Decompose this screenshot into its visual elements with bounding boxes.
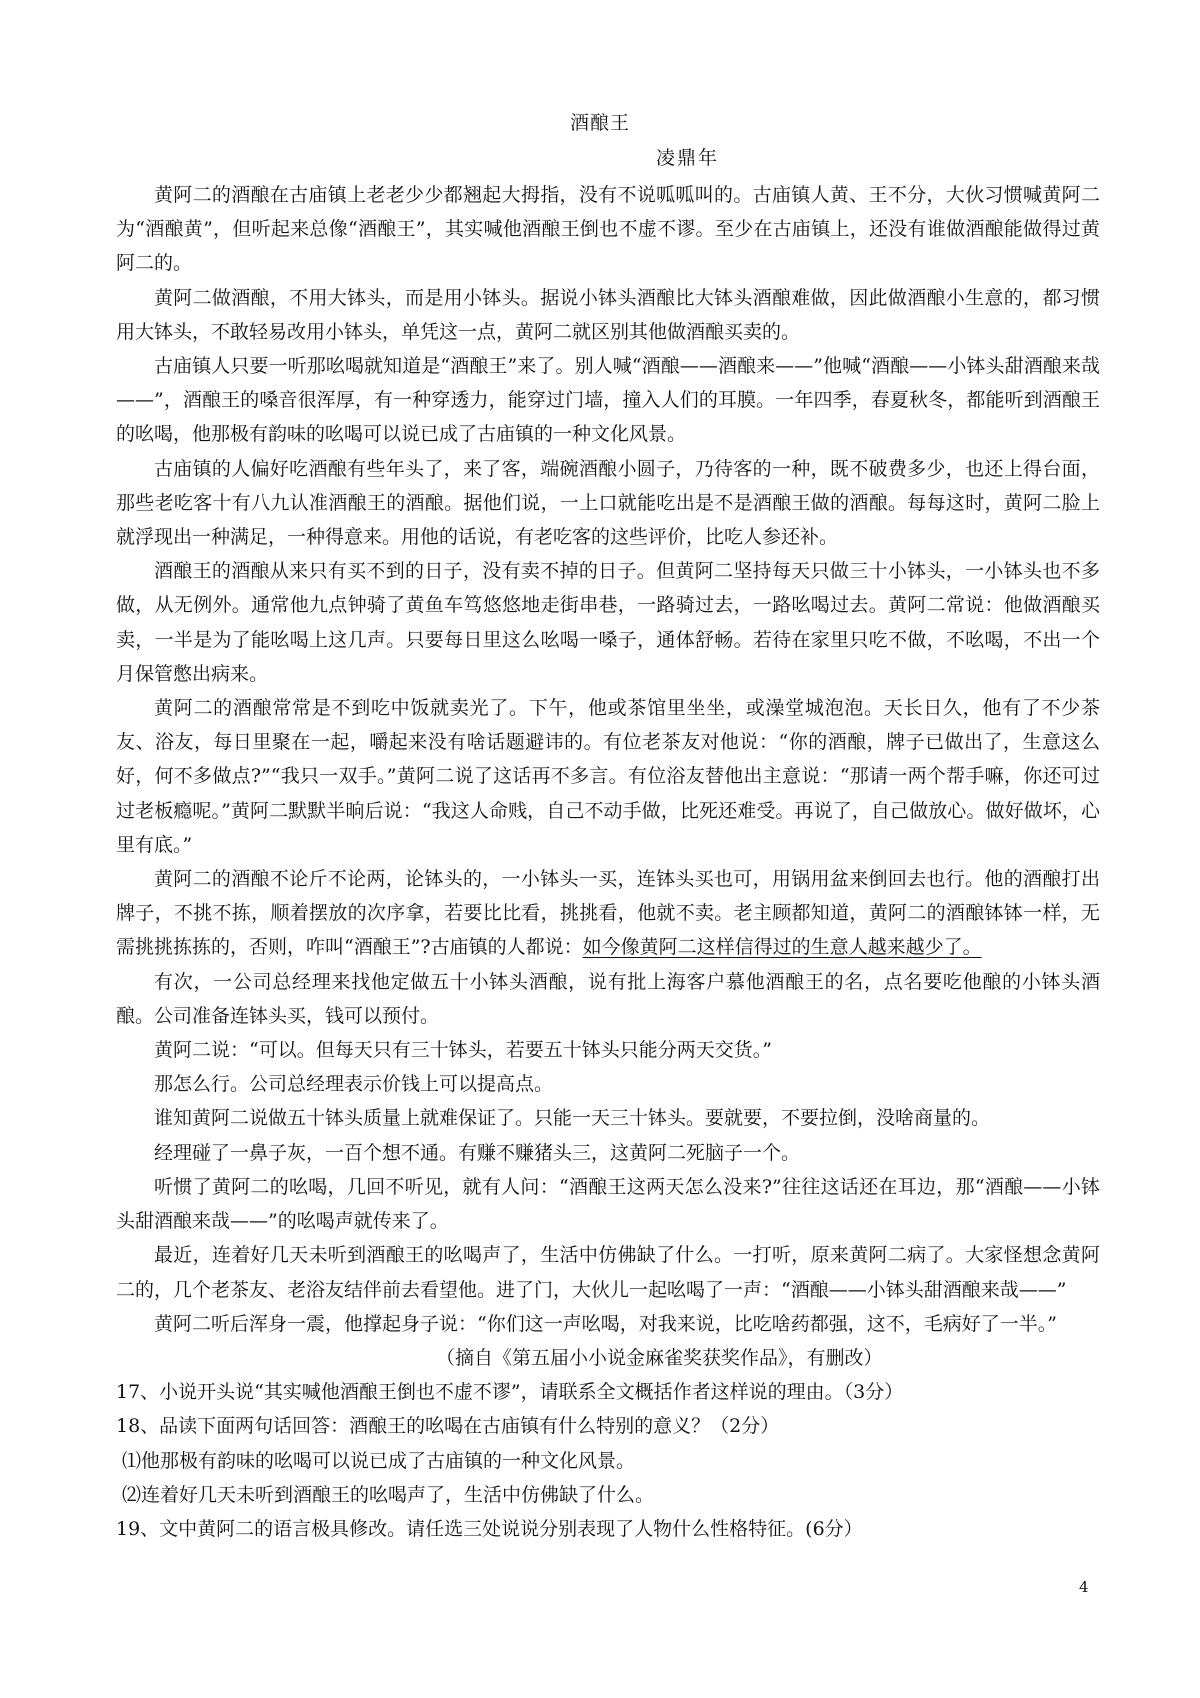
paragraph: 那怎么行。公司总经理表示价钱上可以提高点。 [154, 1073, 554, 1096]
story-title: 酒酿王 [569, 112, 630, 134]
paragraph: 黄阿二的酒酿常常是不到吃中饭就卖光了。下午，他或茶馆里坐坐，或澡堂城泡泡。天长日久，他有了不少茶友、浴友，每日里聚在一起，嚼起来没有啥话题避讳的。有位老茶友对他说：“你的酒酿，牌子已做出了，生意这么好，何不多做点?”“我只一双手。”黄阿二说了这话再不多言。有位浴友替他出主意说：“那请一两个帮手嘛，你还可过过老板瘾呢。”黄阿二默默半晌后说：“我这人命贱，自己不动手做，比死还难受。再说了，自己做放心。做好做坏，心里有底。” [116, 697, 1100, 856]
questions-section [116, 1375, 1100, 1546]
paragraph: 听惯了黄阿二的吆喝，几回不听见，就有人问：“酒酿王这两天怎么没来?”往往这话还在耳边，那“酒酿——小钵头甜酒酿来哉——”的吆喝声就传来了。 [116, 1175, 1100, 1233]
paragraph [116, 862, 1100, 965]
question-17: 17、小说开头说“其实喊他酒酿王倒也不虚不谬”，请联系全文概括作者这样说的理由。（3分） [116, 1381, 904, 1404]
source-citation: （摘自《第五届小小说金麻雀奖获奖作品》，有删改） [436, 1346, 883, 1369]
question-18-item-2: ⑵连着好几天未听到酒酿王的吆喝声了，生活中仿佛缺了什么。 [122, 1483, 655, 1506]
story-author: 凌鼎年 [656, 147, 720, 169]
paragraph: 黄阿二的酒酿在古庙镇上老老少少都翘起大拇指，没有不说呱呱叫的。古庙镇人黄、王不分，大伙习惯喊黄阿二为“酒酿黄”，但听起来总像“酒酿王”，其实喊他酒酿王倒也不虚不谬。至少在古庙镇上，还没有谁做酒酿能做得过黄阿二的。 [116, 184, 1100, 275]
paragraph: 黄阿二说：“可以。但每天只有三十钵头，若要五十钵头只能分两天交货。” [154, 1039, 772, 1062]
paragraph: 最近，连着好几天未听到酒酿王的吆喝声了，生活中仿佛缺了什么。一打听，原来黄阿二病了。大家怪想念黄阿二的，几个老茶友、老浴友结伴前去看望他。进了门，大伙儿一起吆喝了一声：“酒酿——小钵头甜酒酿来哉——” [116, 1244, 1100, 1301]
paragraph: 古庙镇人只要一听那吆喝就知道是“酒酿王”来了。别人喊“酒酿——酒酿来——”他喊“酒酿——小钵头甜酒酿来哉——”，酒酿王的嗓音很浑厚，有一种穿透力，能穿过门墙，撞入人们的耳膜。一年四季，春夏秋冬，都能听到酒酿王的吆喝，他那极有韵味的吆喝可以说已成了古庙镇的一种文化风景。 [116, 355, 1100, 446]
paragraph-text: 黄阿二的酒酿不论斤不论两，论钵头的，一小钵头一买，连钵头买也可，用锅用盆来倒回去也行。他的酒酿打出牌子，不挑不拣，顺着摆放的次序拿，若要比比看，挑挑看，他就不卖。老主顾都知道，黄阿二的酒酿钵钵一样，无需挑挑拣拣的，否则，咋叫“酒酿王”?古庙镇的人都说： [116, 868, 1100, 959]
paragraph: 黄阿二做酒酿，不用大钵头，而是用小钵头。据说小钵头酒酿比大钵头酒酿难做，因此做酒酿小生意的，都习惯用大钵头，不敢轻易改用小钵头，单凭这一点，黄阿二就区别其他做酒酿买卖的。 [116, 286, 1100, 343]
paragraph: 酒酿王的酒酿从来只有买不到的日子，没有卖不掉的日子。但黄阿二坚持每天只做三十小钵头，一小钵头也不多做，从无例外。通常他九点钟骑了黄鱼车笃悠悠地走街串巷，一路骑过去，一路吆喝过去。黄阿二常说：他做酒酿买卖，一半是为了能吆喝上这几声。只要每日里这么吆喝一嗓子，通体舒畅。若待在家里只吃不做，不吆喝，不出一个月保管憋出病来。 [116, 560, 1100, 685]
question-19: 19、文中黄阿二的语言极具修改。请任选三处说说分别表现了人物什么性格特征。(6分） [116, 1517, 863, 1540]
paragraph: 古庙镇的人偏好吃酒酿有些年头了，来了客，端碗酒酿小圆子，乃待客的一种，既不破费多少，也还上得台面，那些老吃客十有八九认准酒酿王的酒酿。据他们说，一上口就能吃出是不是酒酿王做的酒酿。每每这时，黄阿二脸上就浮现出一种满足，一种得意来。用他的话说，有老吃客的这些评价，比吃人参还补。 [116, 457, 1100, 549]
page-number: 4 [1079, 1578, 1089, 1596]
question-18: 18、品读下面两句话回答：酒酿王的吆喝在古庙镇有什么特别的意义？（2分） [116, 1415, 780, 1438]
question-18-item-1: ⑴他那极有韵味的吆喝可以说已成了古庙镇的一种文化风景。 [122, 1449, 636, 1472]
paragraph: 谁知黄阿二说做五十钵头质量上就难保证了。只能一天三十钵头。要就要，不要拉倒，没啥商量的。 [154, 1107, 991, 1130]
paragraph: 有次，一公司总经理来找他定做五十小钵头酒酿，说有批上海客户慕他酒酿王的名，点名要吃他酿的小钵头酒酿。公司准备连钵头买，钱可以预付。 [116, 970, 1100, 1027]
story-body [116, 178, 1100, 1546]
underlined-sentence: 如今像黄阿二这样信得过的生意人越来越少了。 [582, 936, 982, 959]
paragraph: 经理碰了一鼻子灰，一百个想不通。有赚不赚猪头三，这黄阿二死脑子一个。 [154, 1141, 801, 1164]
paragraph: 黄阿二听后浑身一震，他撑起身子说：“你们这一声吆喝，对我来说，比吃啥药都强，这不，毛病好了一半。” [154, 1312, 1057, 1335]
